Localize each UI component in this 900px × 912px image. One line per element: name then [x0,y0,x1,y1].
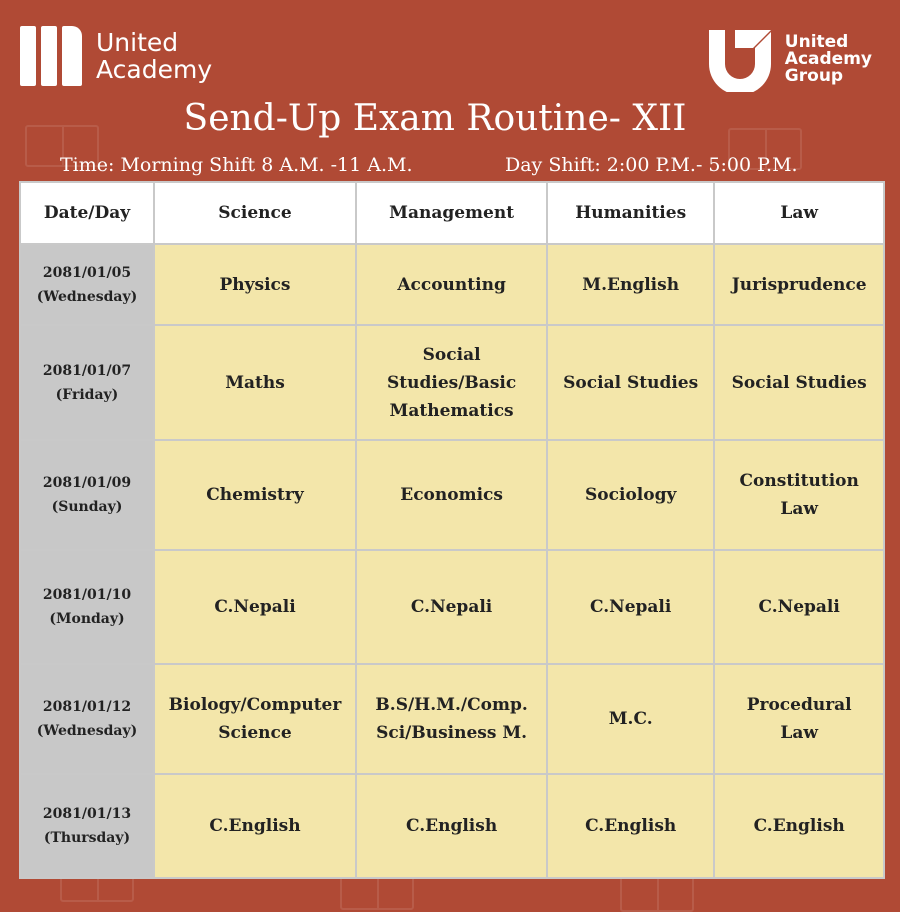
header-law: Law [714,182,884,244]
table-row [20,244,884,325]
date-text: 2081/01/05 [42,264,132,281]
date-cell [20,244,154,325]
date-text: 2081/01/07 [42,362,132,379]
law-subject: Social Studies [714,325,884,440]
law-subject: C.Nepali [714,550,884,664]
table-row [20,325,884,440]
table-row [20,550,884,664]
humanities-subject: C.Nepali [547,550,714,664]
date-text: 2081/01/13 [42,806,132,822]
humanities-subject: Sociology [547,440,714,550]
table-row [20,440,884,550]
science-subject: C.English [154,774,356,878]
ua-group-logo-icon [707,26,773,92]
day-text: (Friday) [55,386,119,403]
united-academy-logo [20,26,212,86]
date-cell [20,774,154,878]
logo-right-line2: Academy [784,48,872,69]
table-header-row [20,182,884,244]
logo-left-line2: Academy [96,55,213,84]
management-subject: Accounting [356,244,547,325]
science-subject: Physics [154,244,356,325]
date-text: 2081/01/12 [42,699,132,715]
science-subject: Maths [154,325,356,440]
day-text: (Wednesday) [36,288,138,305]
date-text: 2081/01/10 [42,587,132,603]
logo-right-text [784,31,872,86]
page-title: Send-Up Exam Routine- XII [183,98,687,139]
humanities-subject: M.English [547,244,714,325]
date-cell [20,664,154,774]
science-subject: C.Nepali [154,550,356,664]
bars-logo-icon [20,26,82,86]
header-date-day: Date/Day [20,182,154,244]
logo-right-line3: Group [784,65,844,86]
date-text: 2081/01/09 [42,475,132,491]
science-subject: Biology/Computer Science [154,664,356,774]
table-row [20,774,884,878]
humanities-subject: Social Studies [547,325,714,440]
management-subject: C.Nepali [356,550,547,664]
day-text: (Wednesday) [36,723,138,739]
science-subject: Chemistry [154,440,356,550]
humanities-subject: C.English [547,774,714,878]
logo-left-line1: United [96,28,179,57]
day-text: (Monday) [49,611,125,627]
header-science: Science [154,182,356,244]
date-cell [20,325,154,440]
law-subject: Constitution Law [714,440,884,550]
law-subject: Procedural Law [714,664,884,774]
day-text: (Thursday) [43,830,131,846]
logo-left-text [96,29,212,83]
table-row [20,664,884,774]
law-subject: C.English [714,774,884,878]
day-text: (Sunday) [51,499,123,515]
header-management: Management [356,182,547,244]
morning-shift-time: Time: Morning Shift 8 A.M. -11 A.M. [60,154,413,176]
management-subject: Economics [356,440,547,550]
management-subject: C.English [356,774,547,878]
date-cell [20,550,154,664]
header-humanities: Humanities [547,182,714,244]
law-subject: Jurisprudence [714,244,884,325]
united-academy-group-logo [707,26,872,92]
date-cell [20,440,154,550]
management-subject: B.S/H.M./Comp. Sci/Business M. [356,664,547,774]
exam-routine-table [19,181,885,879]
day-shift-time: Day Shift: 2:00 P.M.- 5:00 P.M. [505,154,798,176]
management-subject: Social Studies/Basic Mathematics [356,325,547,440]
logo-right-line1: United [784,31,849,52]
humanities-subject: M.C. [547,664,714,774]
